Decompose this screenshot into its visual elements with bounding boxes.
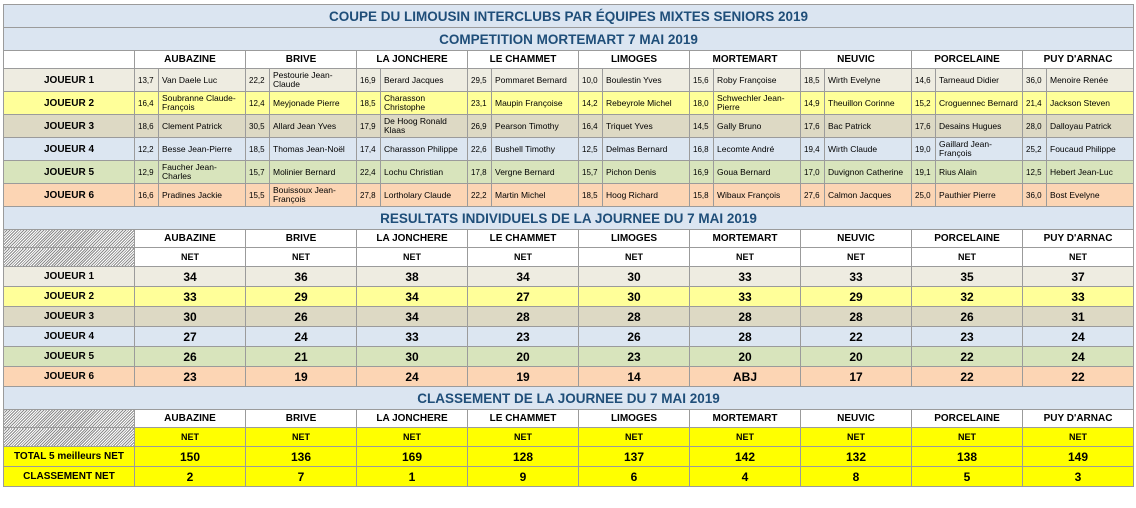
net-label: NET xyxy=(579,248,690,267)
player-name: Hoog Richard xyxy=(603,184,690,207)
handicap-value: 15,2 xyxy=(912,92,936,115)
net-score: 22 xyxy=(1023,367,1134,387)
player-name: Calmon Jacques xyxy=(825,184,912,207)
player-name: Besse Jean-Pierre xyxy=(159,138,246,161)
net-label: NET xyxy=(357,248,468,267)
handicap-value: 19,1 xyxy=(912,161,936,184)
player-name: Meyjonade Pierre xyxy=(270,92,357,115)
player-name: Boulestin Yves xyxy=(603,69,690,92)
handicap-value: 19,0 xyxy=(912,138,936,161)
club-header: PUY D'ARNAC xyxy=(1023,51,1134,69)
total-value: 137 xyxy=(579,447,690,467)
player-name: Bouissoux Jean-François xyxy=(270,184,357,207)
net-score: 38 xyxy=(357,267,468,287)
player-name: Goua Bernard xyxy=(714,161,801,184)
player-name: Thomas Jean-Noël xyxy=(270,138,357,161)
handicap-value: 26,9 xyxy=(468,115,492,138)
handicap-value: 15,7 xyxy=(246,161,270,184)
handicap-value: 22,2 xyxy=(246,69,270,92)
player-name: Menoire Renée xyxy=(1047,69,1134,92)
main-title: COUPE DU LIMOUSIN INTERCLUBS PAR ÉQUIPES MIXTES SENIORS 2019 xyxy=(4,5,1134,28)
player-name: Bac Patrick xyxy=(825,115,912,138)
club-header: NEUVIC xyxy=(801,230,912,248)
player-name: Charasson Christophe xyxy=(381,92,468,115)
player-name: Molinier Bernard xyxy=(270,161,357,184)
result-row xyxy=(4,287,1134,307)
player-row xyxy=(4,184,1134,207)
player-name: Pichon Denis xyxy=(603,161,690,184)
net-score: 34 xyxy=(135,267,246,287)
club-header: LA JONCHERE xyxy=(357,230,468,248)
club-header: AUBAZINE xyxy=(135,410,246,428)
handicap-value: 18,5 xyxy=(579,184,603,207)
net-score: 24 xyxy=(357,367,468,387)
handicap-value: 36,0 xyxy=(1023,69,1047,92)
player-row xyxy=(4,69,1134,92)
player-row xyxy=(4,138,1134,161)
net-score: 34 xyxy=(468,267,579,287)
handicap-value: 17,4 xyxy=(357,138,381,161)
result-row xyxy=(4,347,1134,367)
player-name: Bushell Timothy xyxy=(492,138,579,161)
player-name: Tarneaud Didier xyxy=(936,69,1023,92)
net-score: 26 xyxy=(246,307,357,327)
total-value: 142 xyxy=(690,447,801,467)
player-name: Rebeyrole Michel xyxy=(603,92,690,115)
handicap-value: 25,0 xyxy=(912,184,936,207)
net-score: 24 xyxy=(246,327,357,347)
handicap-value: 10,0 xyxy=(579,69,603,92)
handicap-value: 16,8 xyxy=(690,138,714,161)
handicap-value: 18,5 xyxy=(357,92,381,115)
handicap-value: 22,4 xyxy=(357,161,381,184)
handicap-value: 17,6 xyxy=(912,115,936,138)
net-label: NET xyxy=(690,428,801,447)
player-name: Schwechler Jean-Pierre xyxy=(714,92,801,115)
net-label: NET xyxy=(246,248,357,267)
club-header: LA JONCHERE xyxy=(357,51,468,69)
ranking-label: CLASSEMENT NET xyxy=(4,467,135,487)
net-score: 37 xyxy=(1023,267,1134,287)
net-score: 22 xyxy=(912,347,1023,367)
handicap-value: 27,6 xyxy=(801,184,825,207)
net-score: 27 xyxy=(135,327,246,347)
handicap-value: 14,6 xyxy=(912,69,936,92)
ranking-row xyxy=(4,467,1134,487)
ranking-value: 3 xyxy=(1023,467,1134,487)
hatched-corner xyxy=(4,410,135,428)
handicap-value: 29,5 xyxy=(468,69,492,92)
club-header: MORTEMART xyxy=(690,230,801,248)
player-name: Desains Hugues xyxy=(936,115,1023,138)
club-header: NEUVIC xyxy=(801,410,912,428)
net-score: 33 xyxy=(690,287,801,307)
handicap-value: 16,6 xyxy=(135,184,159,207)
handicap-value: 16,9 xyxy=(357,69,381,92)
handicap-value: 12,2 xyxy=(135,138,159,161)
player-name: Gaillard Jean-François xyxy=(936,138,1023,161)
player-name: Rius Alain xyxy=(936,161,1023,184)
net-score: 23 xyxy=(579,347,690,367)
handicap-value: 17,0 xyxy=(801,161,825,184)
ranking-value: 8 xyxy=(801,467,912,487)
player-name: Maupin Françoise xyxy=(492,92,579,115)
net-score: 28 xyxy=(468,307,579,327)
net-score: 30 xyxy=(357,347,468,367)
total-value: 149 xyxy=(1023,447,1134,467)
player-label: JOUEUR 1 xyxy=(4,267,135,287)
handicap-value: 15,5 xyxy=(246,184,270,207)
club-header: PORCELAINE xyxy=(912,51,1023,69)
club-header: PORCELAINE xyxy=(912,230,1023,248)
net-score: 28 xyxy=(690,327,801,347)
ranking-value: 9 xyxy=(468,467,579,487)
net-score: 26 xyxy=(579,327,690,347)
net-score: 30 xyxy=(135,307,246,327)
net-score: 17 xyxy=(801,367,912,387)
player-name: Duvignon Catherine xyxy=(825,161,912,184)
player-row xyxy=(4,92,1134,115)
club-header: BRIVE xyxy=(246,410,357,428)
net-label: NET xyxy=(246,428,357,447)
player-name: Faucher Jean-Charles xyxy=(159,161,246,184)
handicap-value: 18,0 xyxy=(690,92,714,115)
club-header: PUY D'ARNAC xyxy=(1023,230,1134,248)
player-name: Hebert Jean-Luc xyxy=(1047,161,1134,184)
handicap-value: 17,8 xyxy=(468,161,492,184)
player-name: Theuillon Corinne xyxy=(825,92,912,115)
club-header: LIMOGES xyxy=(579,230,690,248)
player-name: Wirth Claude xyxy=(825,138,912,161)
handicap-value: 18,6 xyxy=(135,115,159,138)
net-score: 20 xyxy=(468,347,579,367)
net-score: 22 xyxy=(912,367,1023,387)
hatched-corner xyxy=(4,428,135,447)
result-row xyxy=(4,307,1134,327)
club-header: LA JONCHERE xyxy=(357,410,468,428)
net-score: 32 xyxy=(912,287,1023,307)
player-name: Van Daele Luc xyxy=(159,69,246,92)
total-row xyxy=(4,447,1134,467)
handicap-value: 27,8 xyxy=(357,184,381,207)
competition-title-row xyxy=(4,28,1134,51)
player-name: Wibaux François xyxy=(714,184,801,207)
net-score: 30 xyxy=(579,267,690,287)
player-name: Foucaud Philippe xyxy=(1047,138,1134,161)
net-label: NET xyxy=(468,428,579,447)
results-title-row xyxy=(4,207,1134,230)
ranking-value: 2 xyxy=(135,467,246,487)
net-score: 33 xyxy=(1023,287,1134,307)
player-row xyxy=(4,115,1134,138)
net-score: 29 xyxy=(246,287,357,307)
net-score: 30 xyxy=(579,287,690,307)
ranking-value: 6 xyxy=(579,467,690,487)
net-score: 34 xyxy=(357,287,468,307)
player-name: Soubranne Claude-François xyxy=(159,92,246,115)
net-score: 23 xyxy=(135,367,246,387)
net-score: 19 xyxy=(246,367,357,387)
net-label: NET xyxy=(801,428,912,447)
hatched-corner xyxy=(4,248,135,267)
net-label: NET xyxy=(135,428,246,447)
net-label: NET xyxy=(690,248,801,267)
club-header: MORTEMART xyxy=(690,410,801,428)
player-label: JOUEUR 6 xyxy=(4,184,135,207)
total-value: 128 xyxy=(468,447,579,467)
player-name: Berard Jacques xyxy=(381,69,468,92)
net-score: 26 xyxy=(912,307,1023,327)
ranking-value: 7 xyxy=(246,467,357,487)
club-header: PORCELAINE xyxy=(912,410,1023,428)
player-name: Allard Jean Yves xyxy=(270,115,357,138)
net-score: 24 xyxy=(1023,327,1134,347)
club-header: AUBAZINE xyxy=(135,51,246,69)
player-name: Martin Michel xyxy=(492,184,579,207)
result-row xyxy=(4,327,1134,347)
club-header: LIMOGES xyxy=(579,410,690,428)
corner-cell xyxy=(4,51,135,69)
player-name: Roby Françoise xyxy=(714,69,801,92)
handicap-value: 18,5 xyxy=(801,69,825,92)
handicap-value: 12,5 xyxy=(579,138,603,161)
net-label: NET xyxy=(357,428,468,447)
net-score: 34 xyxy=(357,307,468,327)
net-score: 27 xyxy=(468,287,579,307)
handicap-value: 15,7 xyxy=(579,161,603,184)
total-value: 150 xyxy=(135,447,246,467)
net-label: NET xyxy=(579,428,690,447)
player-name: Gally Bruno xyxy=(714,115,801,138)
player-label: JOUEUR 5 xyxy=(4,161,135,184)
handicap-value: 30,5 xyxy=(246,115,270,138)
club-header: LE CHAMMET xyxy=(468,51,579,69)
handicap-value: 23,1 xyxy=(468,92,492,115)
handicap-value: 21,4 xyxy=(1023,92,1047,115)
handicap-value: 12,4 xyxy=(246,92,270,115)
ranking-title-row xyxy=(4,387,1134,410)
player-name: Charasson Philippe xyxy=(381,138,468,161)
handicap-value: 15,8 xyxy=(690,184,714,207)
player-label: JOUEUR 5 xyxy=(4,347,135,367)
player-label: JOUEUR 3 xyxy=(4,115,135,138)
handicap-value: 17,6 xyxy=(801,115,825,138)
result-row xyxy=(4,267,1134,287)
handicap-value: 16,9 xyxy=(690,161,714,184)
net-score: 31 xyxy=(1023,307,1134,327)
ranking-value: 4 xyxy=(690,467,801,487)
handicap-value: 15,6 xyxy=(690,69,714,92)
handicap-value: 16,4 xyxy=(579,115,603,138)
player-name: Pommaret Bernard xyxy=(492,69,579,92)
net-score: 21 xyxy=(246,347,357,367)
club-header: LE CHAMMET xyxy=(468,410,579,428)
interclubs-sheet xyxy=(3,4,1134,487)
player-name: Bost Evelyne xyxy=(1047,184,1134,207)
net-score: 20 xyxy=(690,347,801,367)
handicap-value: 13,7 xyxy=(135,69,159,92)
player-name: Delmas Bernard xyxy=(603,138,690,161)
club-header: LIMOGES xyxy=(579,51,690,69)
club-header-row xyxy=(4,230,1134,248)
handicap-value: 12,9 xyxy=(135,161,159,184)
player-label: JOUEUR 2 xyxy=(4,287,135,307)
ranking-value: 5 xyxy=(912,467,1023,487)
club-header-row xyxy=(4,51,1134,69)
net-score: 23 xyxy=(468,327,579,347)
total-value: 136 xyxy=(246,447,357,467)
player-name: Wirth Evelyne xyxy=(825,69,912,92)
ranking-value: 1 xyxy=(357,467,468,487)
player-name: Dalloyau Patrick xyxy=(1047,115,1134,138)
player-name: Pestourie Jean-Claude xyxy=(270,69,357,92)
club-header: BRIVE xyxy=(246,51,357,69)
handicap-value: 22,6 xyxy=(468,138,492,161)
net-score: 33 xyxy=(357,327,468,347)
club-header: MORTEMART xyxy=(690,51,801,69)
handicap-value: 17,9 xyxy=(357,115,381,138)
player-name: Pearson Timothy xyxy=(492,115,579,138)
net-score: 19 xyxy=(468,367,579,387)
net-score: 33 xyxy=(801,267,912,287)
handicap-value: 14,2 xyxy=(579,92,603,115)
net-header-row xyxy=(4,248,1134,267)
net-label: NET xyxy=(1023,248,1134,267)
net-label: NET xyxy=(468,248,579,267)
player-label: JOUEUR 1 xyxy=(4,69,135,92)
net-label: NET xyxy=(1023,428,1134,447)
net-label: NET xyxy=(135,248,246,267)
result-row xyxy=(4,367,1134,387)
handicap-value: 14,5 xyxy=(690,115,714,138)
main-title-row xyxy=(4,5,1134,28)
player-name: Vergne Bernard xyxy=(492,161,579,184)
player-label: JOUEUR 2 xyxy=(4,92,135,115)
player-name: Jackson Steven xyxy=(1047,92,1134,115)
net-score: 20 xyxy=(801,347,912,367)
net-header-row xyxy=(4,428,1134,447)
club-header: NEUVIC xyxy=(801,51,912,69)
player-name: Pauthier Pierre xyxy=(936,184,1023,207)
club-header: PUY D'ARNAC xyxy=(1023,410,1134,428)
net-score: 29 xyxy=(801,287,912,307)
handicap-value: 22,2 xyxy=(468,184,492,207)
handicap-value: 28,0 xyxy=(1023,115,1047,138)
handicap-value: 16,4 xyxy=(135,92,159,115)
player-name: Croguennec Bernard xyxy=(936,92,1023,115)
player-label: JOUEUR 4 xyxy=(4,327,135,347)
net-score: 23 xyxy=(912,327,1023,347)
handicap-value: 12,5 xyxy=(1023,161,1047,184)
handicap-value: 36,0 xyxy=(1023,184,1047,207)
net-score: 24 xyxy=(1023,347,1134,367)
net-label: NET xyxy=(912,428,1023,447)
player-row xyxy=(4,161,1134,184)
player-label: JOUEUR 4 xyxy=(4,138,135,161)
player-name: De Hoog Ronald Klaas xyxy=(381,115,468,138)
net-label: NET xyxy=(801,248,912,267)
net-score: 22 xyxy=(801,327,912,347)
net-score: ABJ xyxy=(690,367,801,387)
club-header-row xyxy=(4,410,1134,428)
player-name: Lochu Christian xyxy=(381,161,468,184)
club-header: AUBAZINE xyxy=(135,230,246,248)
ranking-title: CLASSEMENT DE LA JOURNEE DU 7 MAI 2019 xyxy=(4,387,1134,410)
handicap-value: 19,4 xyxy=(801,138,825,161)
handicap-value: 18,5 xyxy=(246,138,270,161)
net-score: 28 xyxy=(579,307,690,327)
hatched-corner xyxy=(4,230,135,248)
player-name: Triquet Yves xyxy=(603,115,690,138)
net-score: 35 xyxy=(912,267,1023,287)
handicap-value: 25,2 xyxy=(1023,138,1047,161)
player-label: JOUEUR 3 xyxy=(4,307,135,327)
total-value: 132 xyxy=(801,447,912,467)
net-score: 28 xyxy=(690,307,801,327)
player-name: Lortholary Claude xyxy=(381,184,468,207)
net-label: NET xyxy=(912,248,1023,267)
player-name: Clement Patrick xyxy=(159,115,246,138)
net-score: 14 xyxy=(579,367,690,387)
player-name: Lecomte André xyxy=(714,138,801,161)
total-value: 169 xyxy=(357,447,468,467)
net-score: 33 xyxy=(690,267,801,287)
competition-title: COMPETITION MORTEMART 7 MAI 2019 xyxy=(4,28,1134,51)
total-value: 138 xyxy=(912,447,1023,467)
net-score: 26 xyxy=(135,347,246,367)
player-label: JOUEUR 6 xyxy=(4,367,135,387)
club-header: BRIVE xyxy=(246,230,357,248)
player-name: Pradines Jackie xyxy=(159,184,246,207)
total-label: TOTAL 5 meilleurs NET xyxy=(4,447,135,467)
net-score: 33 xyxy=(135,287,246,307)
handicap-value: 14,9 xyxy=(801,92,825,115)
results-title: RESULTATS INDIVIDUELS DE LA JOURNEE DU 7 MAI 2019 xyxy=(4,207,1134,230)
net-score: 28 xyxy=(801,307,912,327)
net-score: 36 xyxy=(246,267,357,287)
club-header: LE CHAMMET xyxy=(468,230,579,248)
